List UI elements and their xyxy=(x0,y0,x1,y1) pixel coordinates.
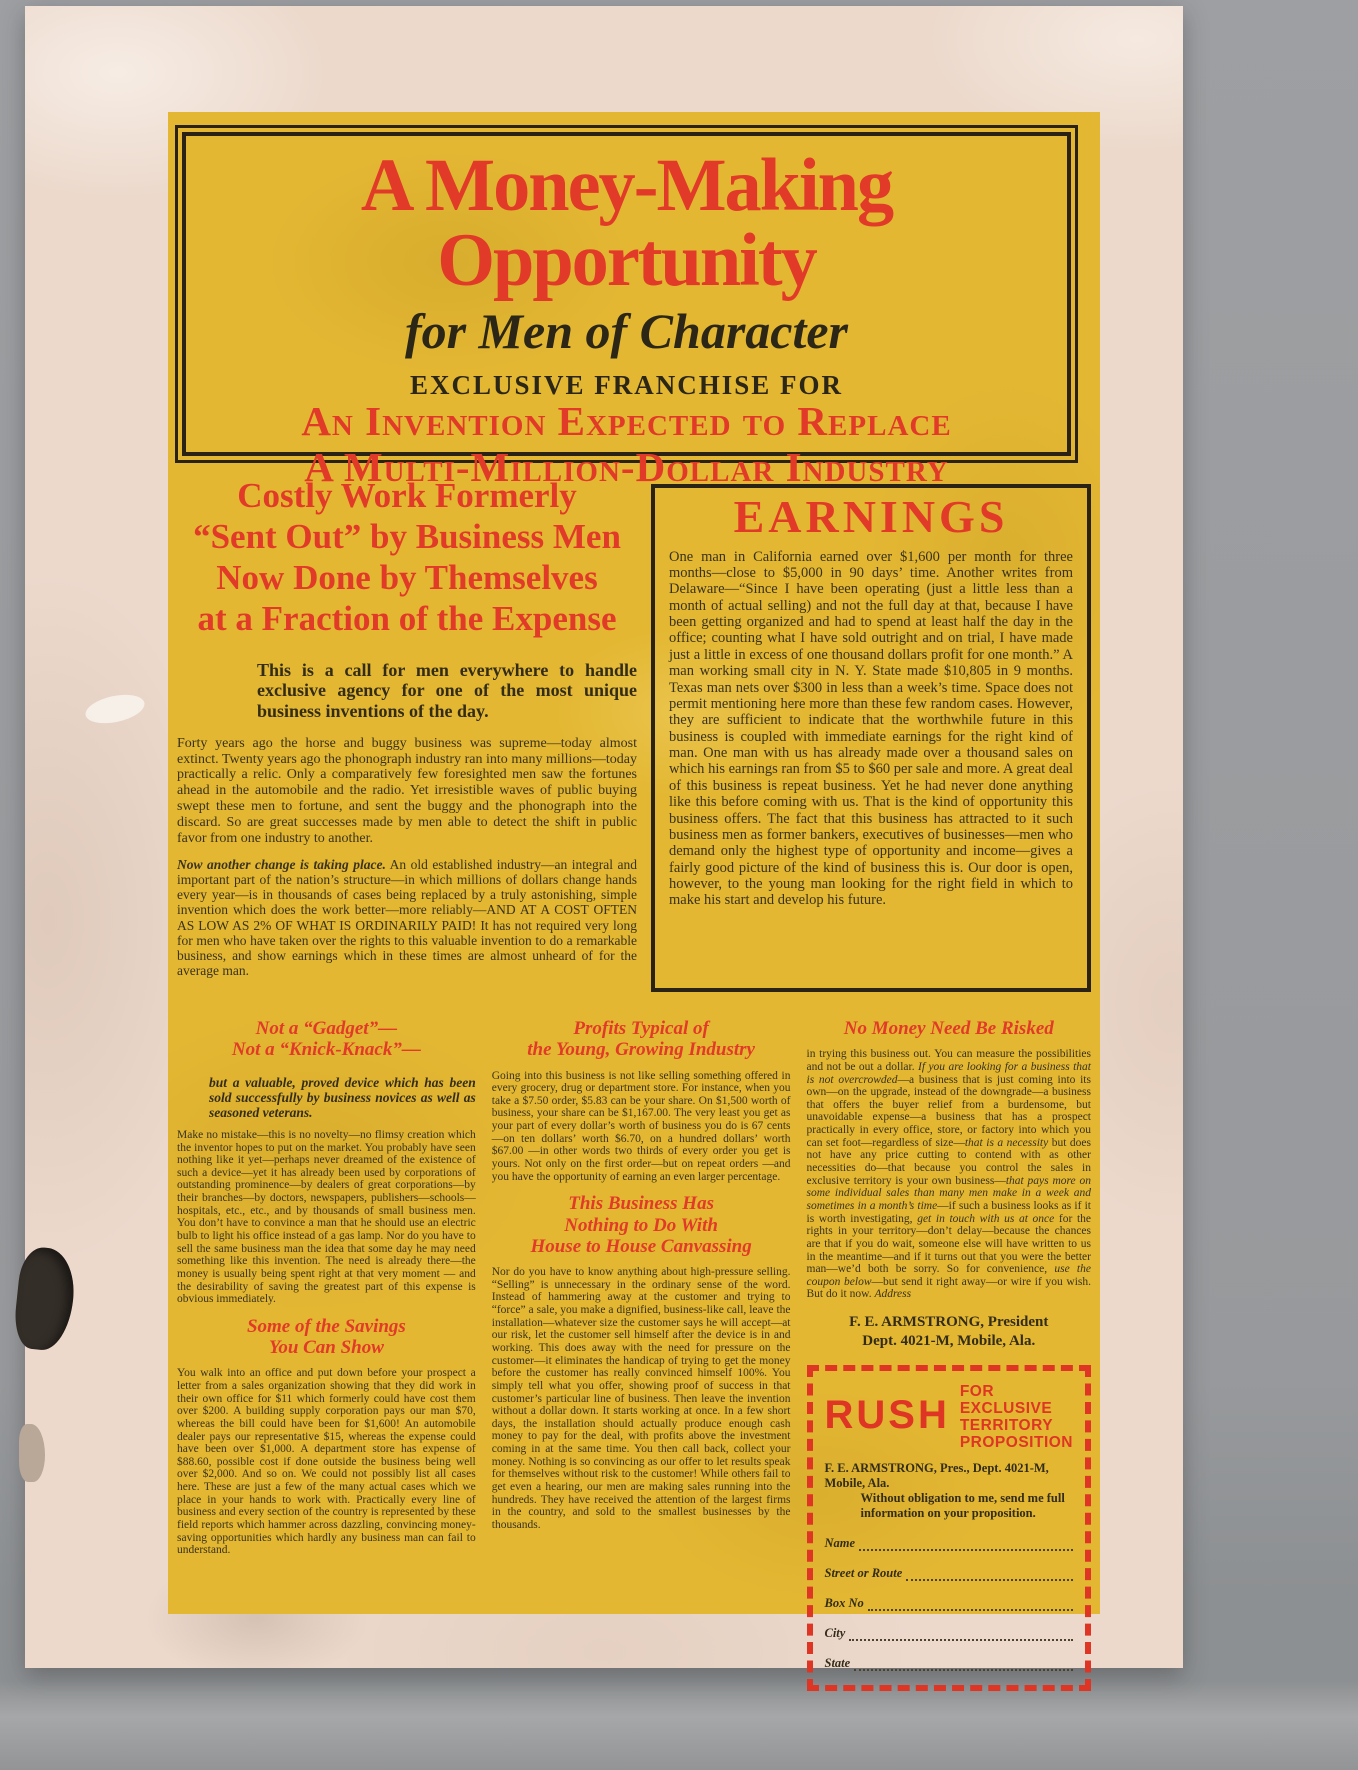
heading-line: House to House Canvassing xyxy=(530,1235,752,1257)
heading-line: Some of the Savings xyxy=(246,1315,406,1337)
col1-paragraph-1: Make no mistake—this is no novelty—no flimsy creation which the inventor hopes to put on the market. You probably have seen nothing like it yet—perhaps never dreamed of the existence of such a device—yet it has already been used by corporations of outstanding prominence—by dealers of great corporations—by their branches—by doctors, newspapers, publishers—schools—hospitals, etc., etc., and by thousands of small business men. You don’t have to convince a man that he should use an electric bulb to light his office instead of a gas lamp. Nor do you have to sell the same business man the idea that some day he may need something like this invention. The need is already there—the money is usually being spent right at that very moment — and the desirability of saving the greatest part of this expense is obvious immediately. xyxy=(177,1128,476,1306)
heading-line: This Business Has xyxy=(568,1193,714,1215)
text-run-italic: use the coupon below xyxy=(806,1263,1091,1288)
text-run: for the rights in your territory—don’t delay—because the chances are that if you do wait, someone else will have written to us in the meantime—and if it turns out that you were the better man—we’d both be sorry. So for convenience, xyxy=(806,1212,1091,1276)
section-heading-no-canvassing xyxy=(492,1193,791,1257)
industry-line: A Multi-Million-Dollar Industry xyxy=(304,443,949,490)
heading-line: Nothing to Do With xyxy=(564,1214,718,1236)
coupon-field-row xyxy=(825,1536,1074,1551)
mail-in-coupon xyxy=(807,1365,1092,1691)
earnings-box xyxy=(651,484,1091,992)
heading-line: You Can Show xyxy=(268,1337,384,1359)
name-write-line[interactable] xyxy=(859,1539,1073,1551)
coupon-text xyxy=(825,1461,1074,1521)
feature-section xyxy=(177,474,1091,1002)
feature-paragraph-2 xyxy=(177,857,637,979)
headline-box-inner xyxy=(182,132,1071,490)
feature-paragraph-2-lead: Now another change is taking place. xyxy=(177,856,386,872)
text-run: —but send it right away—or wire if you wish. But do it now. xyxy=(806,1275,1091,1301)
signature-name: F. E. ARMSTRONG, President xyxy=(849,1314,1049,1331)
magazine-back-cover xyxy=(25,6,1183,1668)
col1-paragraph-2: You walk into an office and put down before your prospect a letter from a sales organization showing that they did work in their own office for $11 which formerly could have cost them over $200. A building supply corporation pays our man $70, whereas the bill could have been for $1,600! An automobile dealer pays our representative $15, whereas the expense could have been over $1,000. A department store has expense of $88.60, possible cost if done outside the business being well over $2,000. And so on. We could not possibly list all cases here. These are just a few of the many actual cases which we place in your hands to work with. Practically every line of business and every section of the country is represented by these field reports which hammer across dazzling, convincing money-saving opportunities which hardly any business man can fail to understand. xyxy=(177,1367,476,1557)
col3-paragraph xyxy=(807,1048,1092,1301)
section-heading-profits xyxy=(492,1018,791,1061)
text-run-italic: that pays more on some individual sales than many men make in a week and sometimes in a month’s time xyxy=(806,1174,1091,1212)
rush-tagline xyxy=(960,1379,1073,1451)
coupon-field-row xyxy=(825,1596,1074,1611)
feature-paragraph-1: Forty years ago the horse and buggy business was supreme—today almost extinct. Twenty years ago the phonograph industry ran into many millions—today practically a relic. Only a comparatively few foresighted men saw the fortunes ahead in the automobile and the radio. Yet irresistible waves of public buying swept these men to fortune, and sent the buggy and the phonograph into the discard. So are great successes made by men able to detect the shift in public favor from one industry to another. xyxy=(177,735,637,846)
tagline-line: FOR EXCLUSIVE xyxy=(959,1382,1053,1417)
coupon-address-line: F. E. ARMSTRONG, Pres., Dept. 4021-M, Mobile, Ala. xyxy=(824,1460,1049,1490)
ad-panel xyxy=(168,112,1100,1670)
signature-dept: Dept. 4021-M, Mobile, Ala. xyxy=(862,1332,1036,1349)
feature-headline-line: “Sent Out” by Business Men xyxy=(193,516,621,556)
lower-columns xyxy=(177,1008,1091,1670)
paper-scuff xyxy=(83,690,147,728)
feature-headline xyxy=(177,476,637,640)
city-write-line[interactable] xyxy=(849,1629,1073,1641)
field-label-name: Name xyxy=(824,1535,856,1550)
col2-paragraph-2: Nor do you have to know anything about high-pressure selling. “Selling” is unnecessary in the ordinary sense of the word. Instead of hammering away at the customer and trying to “force” a sale, you make a dignified, business-like call, leave the installation—whatever size the customer says he will accept—at our risk, let the customer sell himself after the device is in and working. This does away with the need for pressure on the customer—it eliminates the handicap of trying to get the money before the customer has really convinced himself 100%. You simply tell what you offer, showing proof of success in that customer’s particular line of business. Then leave the invention without a dollar down. It starts working at once. In a few short days, the installation should actually produce enough cash money to pay for the deal, with profits above the investment coming in at the same time. You then call back, collect your money. Nothing is so convincing as our offer to let results speak for themselves without risk to the customer! While others fail to get even a hearing, our men are making sales running into the hundreds. They have received the attention of the largest firms in the country, and sold to the smallest businesses by the thousands. xyxy=(491,1266,791,1531)
heading-line: Not a “Knick-Knack”— xyxy=(231,1039,421,1061)
feature-paragraph-2-rest: An old established industry—an integral and important part of the nation’s structure—in which millions of dollars change hands every year—is in thousands of cases being replaced by a truly astonishing, simple invention which does the work better—more reliably—AND AT A COST OFTEN AS LOW AS 2% OF WHAT IS ORDINARILY PAID! It has not required very long for men who have taken over the rights to this valuable invention to do a remarkable business, and show earnings which in these times are almost unheard of for the average man. xyxy=(177,856,637,979)
coupon-instruction: Without obligation to me, send me full information on your proposition. xyxy=(860,1490,1065,1520)
text-run: —a business that is just coming into its own—on the upgrade, instead of the downgrade—a business that offers the buyer relief from a burdensome, but unavoidable expense—a business that has a prospect practically in every office, store, or factory into which you can set foot—regardless of size— xyxy=(806,1073,1091,1149)
tagline-line: TERRITORY PROPOSITION xyxy=(959,1416,1073,1451)
coupon-field-row xyxy=(825,1626,1074,1641)
feature-headline-line: Now Done by Themselves xyxy=(216,557,598,597)
ad-title: A Money-Making Opportunity xyxy=(360,144,893,302)
text-run-italic: that is a necessity xyxy=(964,1136,1049,1149)
heading-line: No Money Need Be Risked xyxy=(843,1018,1054,1039)
field-label-state: State xyxy=(824,1655,851,1670)
heading-line: Not a “Gadget”— xyxy=(255,1018,398,1039)
franchise-kicker: EXCLUSIVE FRANCHISE FOR xyxy=(409,370,844,400)
column-not-a-gadget xyxy=(177,1008,476,1612)
section-heading-no-money xyxy=(807,1018,1092,1039)
col1-subhead: but a valuable, proved device which has been sold successfully by business novices as well as seasoned veterans. xyxy=(209,1074,476,1120)
field-label-street: Street or Route xyxy=(824,1565,903,1580)
text-run: but does not have any price cutting to contend with as other necessities do—that because you control the sales in exclusive territory is your own business— xyxy=(806,1136,1091,1187)
text-run-italic: get in touch with us at once xyxy=(917,1212,1055,1225)
heading-line: the Young, Growing Industry xyxy=(527,1039,755,1061)
rush-row xyxy=(825,1379,1074,1451)
coupon-fields xyxy=(825,1536,1074,1671)
rush-wordmark: RUSH xyxy=(824,1392,950,1437)
feature-left-column xyxy=(177,474,637,1002)
text-run-italic: If you are looking for a business that is not overcrowded xyxy=(806,1060,1091,1086)
heading-line: Profits Typical of xyxy=(573,1018,709,1039)
feature-headline-line: at a Fraction of the Expense xyxy=(197,598,617,638)
earnings-body: One man in California earned over $1,600 per month for three months—close to $5,000 in 90 days’ time. Another writes from Delaware—“Since I have been operating (just a little less than a month of actual selling) and not the full day at that, because I have been getting organized and had to spend at least half the day in the office; counting what I have sold outright and on trial, I have made just a little in excess of one thousand dollars profit for one month.” A man working small city in N. Y. State made $10,805 in 9 months. Texas man nets over $300 in less than a week’s time. Space does not permit mentioning here more than these few random cases. However, they are sufficient to indicate that the worthwhile future in this business is coupled with immediate earnings for the right kind of man. One man with us has already made over a thousand sales on which his earnings ran from $5 to $60 per sale and more. A great deal of this business is repeat business. Yet he had never done anything like this before coming with us. That is the kind of opportunity this business offers. The fact that this business has attracted to it such business men as former bankers, executives of businesses—men who demand only the highest type of opportunity and income—gives a fairly good picture of the kind of business this is. Our door is open, however, to the young man looking for the right field in which to make his start and develop his future. xyxy=(669,548,1073,909)
headline-box xyxy=(175,125,1078,490)
text-run-italic: Address xyxy=(874,1288,912,1301)
section-heading-savings xyxy=(177,1316,476,1359)
column-no-money-risked xyxy=(806,1008,1092,1670)
ad-subtitle: for Men of Character xyxy=(404,303,849,359)
signature-block xyxy=(807,1313,1092,1351)
text-run: in trying this business out. You can measure the possibilities and not be out a dollar. xyxy=(806,1048,1091,1073)
section-heading-not-a-gadget xyxy=(177,1018,476,1061)
torn-edge-chip xyxy=(12,1245,78,1352)
invention-line: An Invention Expected to Replace xyxy=(301,398,952,444)
feature-headline-line: Costly Work Formerly xyxy=(237,476,577,515)
text-run: —if such a business looks as if it is worth investigating, xyxy=(806,1199,1091,1225)
col2-paragraph-1: Going into this business is not like selling something offered in every grocery, drug or department store. For instance, when you take a $7.50 order, $5.83 can be your share. On $1,500 worth of business, your share can be $1,167.00. The very least you get as your part of every dollar’s worth of business you do is 67 cents—on ten dollars’ worth $6.70, on a hundred dollars’ worth $67.00 —in other words two thirds of every order you get is yours. Not only on the first order—but on repeat orders —and you have the opportunity of earning an even larger percentage. xyxy=(491,1069,791,1183)
field-label-box-no: Box No xyxy=(824,1595,864,1610)
state-write-line[interactable] xyxy=(854,1659,1073,1671)
coupon-field-row xyxy=(825,1566,1074,1581)
coupon-field-row xyxy=(825,1656,1074,1671)
street-write-line[interactable] xyxy=(906,1569,1073,1581)
feature-lead: This is a call for men everywhere to handle exclusive agency for one of the most unique business inventions of the day. xyxy=(257,659,637,722)
column-profits xyxy=(492,1008,791,1612)
earnings-title: EARNINGS xyxy=(733,491,1009,542)
field-label-city: City xyxy=(824,1625,846,1640)
torn-edge-chip-small xyxy=(19,1424,45,1482)
box-no-write-line[interactable] xyxy=(868,1599,1073,1611)
